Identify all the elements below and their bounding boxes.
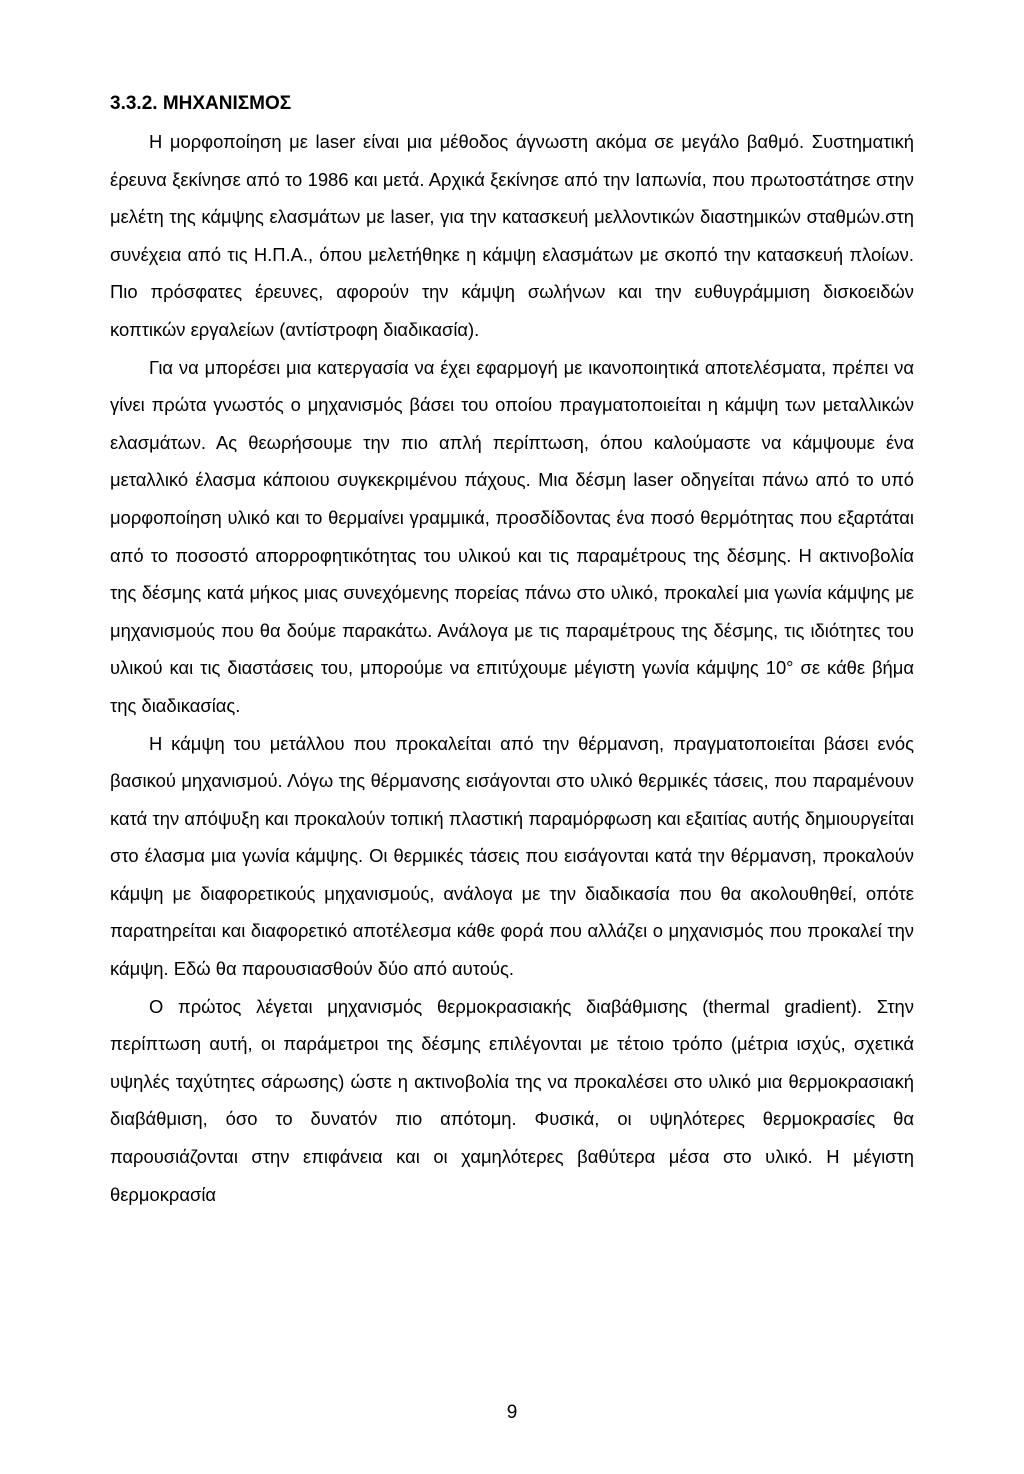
page-number: 9 (506, 1402, 518, 1423)
document-page (110, 85, 914, 1213)
paragraph-thermal-gradient: Ο πρώτος λέγεται μηχανισμός θερμοκρασιακής διαβάθμισης (thermal gradient). Στην περίπτωση αυτή, οι παράμετροι της δέσμης επιλέγονται με τέτοιο τρόπο (μέτρια ισχύς, σχετικά υψηλές ταχύτητες σάρωσης) ώστε η ακτινοβολία της να προκαλέσει στο υλικό μια θερμοκρασιακή διαβάθμιση, όσο το δυνατόν πιο απότομη. Φυσικά, οι υψηλότερες θερμοκρασίες θα παρουσιάζονται στην επιφάνεια και οι χαμηλότερες βαθύτερα μέσα στο υλικό. Η μέγιστη θερμοκρασία (110, 995, 914, 1205)
paragraph-bending-mechanism: Η κάμψη του μετάλλου που προκαλείται από την θέρμανση, πραγματοποιείται βάσει ενός βασικού μηχανισμού. Λόγω της θέρμανσης εισάγονται στο υλικό θερμικές τάσεις, που παραμένουν κατά την απόψυξη και προκαλούν τοπική πλαστική παραμόρφωση και εξαιτίας αυτής δημιουργείται στο έλασμα μια γωνία κάμψης. Οι θερμικές τάσεις που εισάγονται κατά την θέρμανση, προκαλούν κάμψη με διαφορετικούς μηχανισμούς, ανάλογα με την διαδικασία που θα ακολουθηθεί, οπότε παρατηρείται και διαφορετικό αποτέλεσμα κάθε φορά που αλλάζει ο μηχανισμός που προκαλεί την κάμψη. Εδώ θα παρουσιασθούν δύο από αυτούς. (110, 732, 914, 980)
paragraph-mechanism-intro: Για να μπορέσει μια κατεργασία να έχει εφαρμογή με ικανοποιητικά αποτελέσματα, πρέπει να γίνει πρώτα γνωστός ο μηχανισμός βάσει του οποίου πραγματοποιείται η κάμψη των μεταλλικών ελασμάτων. Ας θεωρήσουμε την πιο απλή περίπτωση, όπου καλούμαστε να κάμψουμε ένα μεταλλικό έλασμα κάποιου συγκεκριμένου πάχους. Μια δέσμη laser οδηγείται πάνω από το υπό μορφοποίηση υλικό και το θερμαίνει γραμμικά, προσδίδοντας ένα ποσό θερμότητας που εξαρτάται από το ποσοστό απορροφητικότητας του υλικού και τις παραμέτρους της δέσμης. Η ακτινοβολία της δέσμης κατά μήκος μιας συνεχόμενης πορείας πάνω στο υλικό, προκαλεί μια γωνία κάμψης με μηχανισμούς που θα δούμε παρακάτω. Ανάλογα με τις παραμέτρους της δέσμης, τις ιδιότητες του υλικού και τις διαστάσεις του, μπορούμε να επιτύχουμε μέγιστη γωνία κάμψης 10° σε κάθε βήμα της διαδικασίας. (110, 356, 914, 716)
paragraph-history: Η μορφοποίηση με laser είναι μια μέθοδος άγνωστη ακόμα σε μεγάλο βαθμό. Συστηματική έρευνα ξεκίνησε από το 1986 και μετά. Αρχικά ξεκίνησε από την Ιαπωνία, που πρωτοστάτησε στην μελέτη της κάμψης ελασμάτων με laser, για την κατασκευή μελλοντικών διαστημικών σταθμών.στη συνέχεια από τις Η.Π.Α., όπου μελετήθηκε η κάμψη ελασμάτων με σκοπό την κατασκευή πλοίων. Πιο πρόσφατες έρευνες, αφορούν την κάμψη σωλήνων και την ευθυγράμμιση δισκοειδών κοπτικών εργαλείων (αντίστροφη διαδικασία). (110, 131, 914, 340)
section-heading: 3.3.2. ΜΗΧΑΝΙΣΜΟΣ (110, 93, 292, 114)
